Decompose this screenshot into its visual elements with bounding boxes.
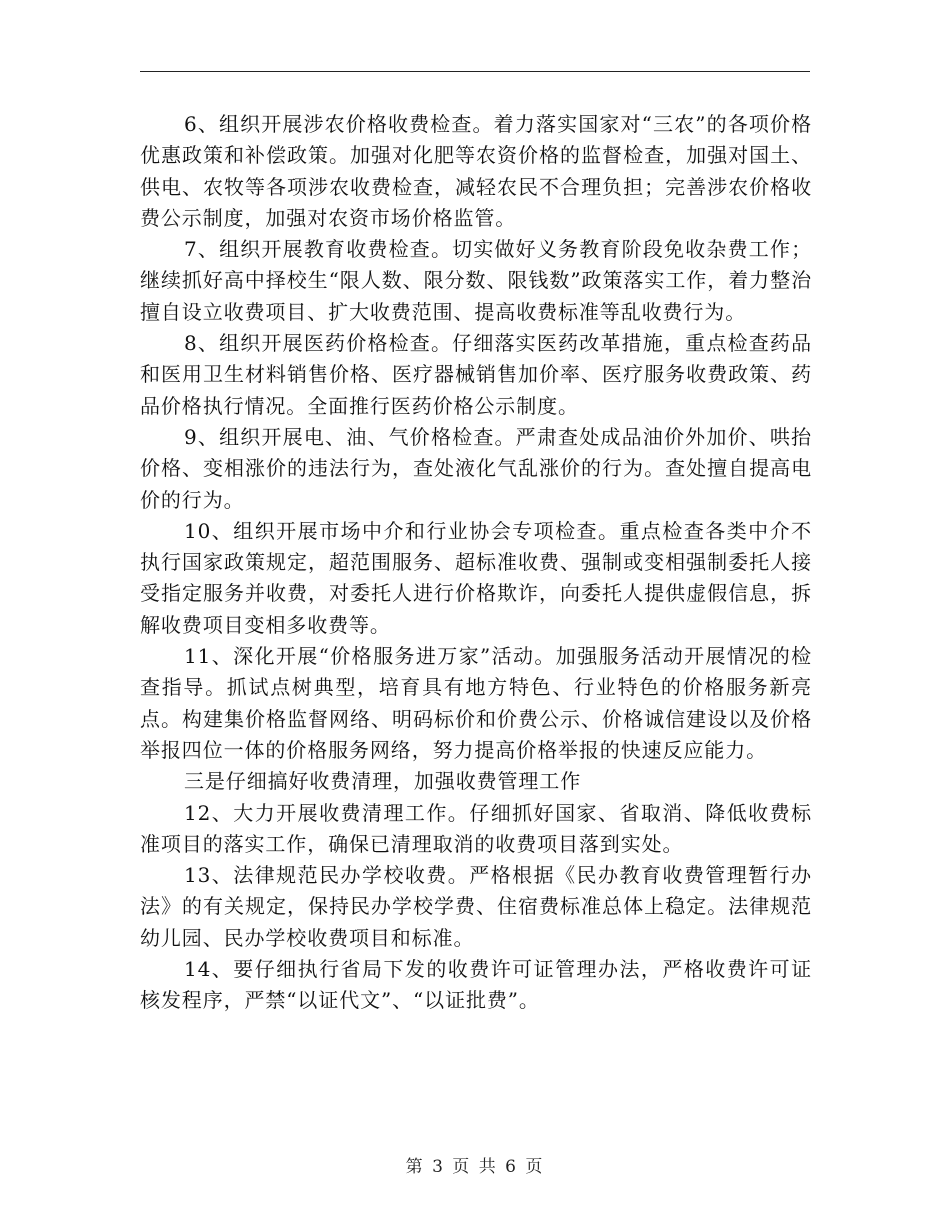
paragraph-12: 12、大力开展收费清理工作。仔细抓好国家、省取消、降低收费标准项目的落实工作，确保已清理取消的收费项目落到实处。 [140,800,812,856]
paragraph-8: 8、组织开展医药价格检查。仔细落实医药改革措施，重点检查药品和医用卫生材料销售价格、医疗器械销售加价率、医疗服务收费政策、药品价格执行情况。全面推行医药价格公示制度。 [140,331,812,418]
paragraph-9: 9、组织开展电、油、气价格检查。严肃查处成品油价外加价、哄抬价格、变相涨价的违法行为，查处液化气乱涨价的行为。查处擅自提高电价的行为。 [140,424,812,512]
paragraph-11: 11、深化开展“价格服务进万家”活动。加强服务活动开展情况的检查指导。抓试点树典型，培育具有地方特色、行业特色的价格服务新亮点。构建集价格监督网络、明码标价和价费公示、价格诚信建设以及价格举报四位一体的价格服务网络，努力提高价格举报的快速反应能力。 [140,644,812,762]
paragraph-14: 14、要仔细执行省局下发的收费许可证管理办法，严格收费许可证核发程序，严禁“以证代文”、“以证批费”。 [140,957,812,1013]
header-rule [140,71,810,72]
paragraph-6: 6、组织开展涉农价格收费检查。着力落实国家对“三农”的各项价格优惠政策和补偿政策。加强对化肥等农资价格的监督检查，加强对国土、供电、农牧等各项涉农收费检查，减轻农民不合理负担；完善涉农价格收费公示制度，加强对农资市场价格监管。 [140,112,812,230]
page-number-footer: 第 3 页 共 6 页 [405,1157,545,1177]
paragraph-13: 13、法律规范民办学校收费。严格根据《民办教育收费管理暂行办法》的有关规定，保持民办学校学费、住宿费标准总体上稳定。法律规范幼儿园、民办学校收费项目和标准。 [140,863,812,950]
document-body [140,109,812,1017]
paragraph-7: 7、组织开展教育收费检查。切实做好义务教育阶段免收杂费工作；继续抓好高中择校生“限人数、限分数、限钱数”政策落实工作，着力整治擅自设立收费项目、扩大收费范围、提高收费标准等乱收费行为。 [140,237,812,324]
paragraph-10: 10、组织开展市场中介和行业协会专项检查。重点检查各类中介不执行国家政策规定，超范围服务、超标准收费、强制或变相强制委托人接受指定服务并收费，对委托人进行价格欺诈，向委托人提供虚假信息，拆解收费项目变相多收费等。 [140,518,812,637]
section-heading-3: 三是仔细搞好收费清理，加强收费管理工作 [184,769,582,794]
